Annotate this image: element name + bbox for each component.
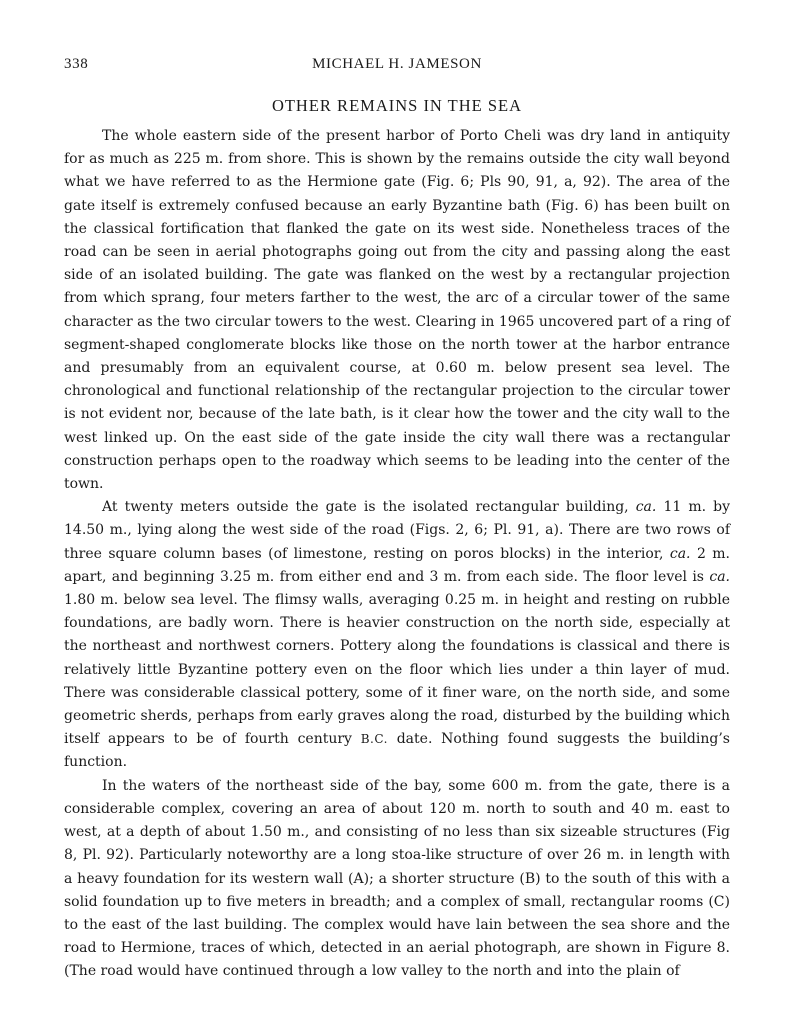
paragraph-3: In the waters of the northeast side of the bay, some 600 m. from the gate, there is a considerable complex, covering an area of about 120 m. north to south and 40 m. east to west, at a depth of about 1.50 m., and consisting of no less than six sizeable structures (Fig 8, Pl. 92). Particularly noteworthy are a long stoa-like structure of over 26 m. in length with a heavy foundation for its western wall (A); a shorter structure (B) to the south of this with a solid foundation up to five meters in breadth; and a complex of small, rectangular rooms (C) to the east of the last building. The complex would have lain between the sea shore and the road to Hermione, traces of which, detected in an aerial photograph, are shown in Figure 8. (The road would have continued through a low valley to the north and into the plain of xyxy=(64,777,730,980)
italic-ca: ca. xyxy=(709,568,730,585)
running-head xyxy=(64,56,730,76)
text-run: 1.80 m. below sea level. The flimsy walls, averaging 0.25 m. in height and resting on rubble foundations, are badly worn. There is heavier construction on the north side, especially at the northeast and northwest corners. Pottery along the foundations is classical and there is relatively little Byzantine pottery even on the floor which lies under a thin layer of mud. There was considerable classical pottery, some of it finer ware, on the north side, and some geometric sherds, perhaps from early graves along the road, disturbed by the building which itself appears to be of fourth century xyxy=(64,592,730,748)
text-run: 11 m. by 14.50 m., lying along the west side of the road (Figs. 2, 6; Pl. 91, a). There are two rows of three square column bases (of limestone, resting on poros blocks) in the interior, xyxy=(64,499,730,562)
running-title: MICHAEL H. JAMESON xyxy=(312,56,482,72)
italic-ca: ca. xyxy=(635,499,657,516)
italic-ca: ca. xyxy=(669,545,691,562)
section-heading: OTHER REMAINS IN THE SEA xyxy=(271,96,523,115)
text-run: At twenty meters outside the gate is the isolated rectangular building, xyxy=(102,499,629,516)
paragraph-2 xyxy=(64,496,730,774)
paragraph-1: The whole eastern side of the present harbor of Porto Cheli was dry land in antiquity for as much as 225 m. from shore. This is shown by the remains outside the city wall beyond what we have referred to as the Hermione gate (Fig. 6; Pls 90, 91, a, 92). The area of the gate itself is extremely confused because an early Byzantine bath (Fig. 6) has been built on the classical fortification that flanked the gate on its west side. Nonetheless traces of the road can be seen in aerial photographs going out from the city and passing along the east side of an isolated building. The gate was flanked on the west by a rectangular projection from which sprang, four meters farther to the west, the arc of a circular tower of the same character as the two circular towers to the west. Clearing in 1965 uncovered part of a ring of segment-shaped conglomerate blocks like those on the north tower at the harbor entrance and presumably from an equivalent course, at 0.60 m. below present sea level. The chronological and functional relationship of the rectangular projection to the circular tower is not evident nor, because of the late bath, is it clear how the tower and the city wall to the west linked up. On the east side of the gate inside the city wall there was a rectangular construction perhaps open to the roadway which seems to be leading into the center of the town. xyxy=(64,128,730,493)
text-run: date. Nothing found suggests the building’s function. xyxy=(64,731,730,771)
body-text xyxy=(64,125,730,984)
small-caps-bc: B.C. xyxy=(360,732,388,747)
page-number: 338 xyxy=(64,56,89,72)
text-run: 2 m. apart, and beginning 3.25 m. from either end and 3 m. from each side. The floor level is xyxy=(64,545,731,585)
